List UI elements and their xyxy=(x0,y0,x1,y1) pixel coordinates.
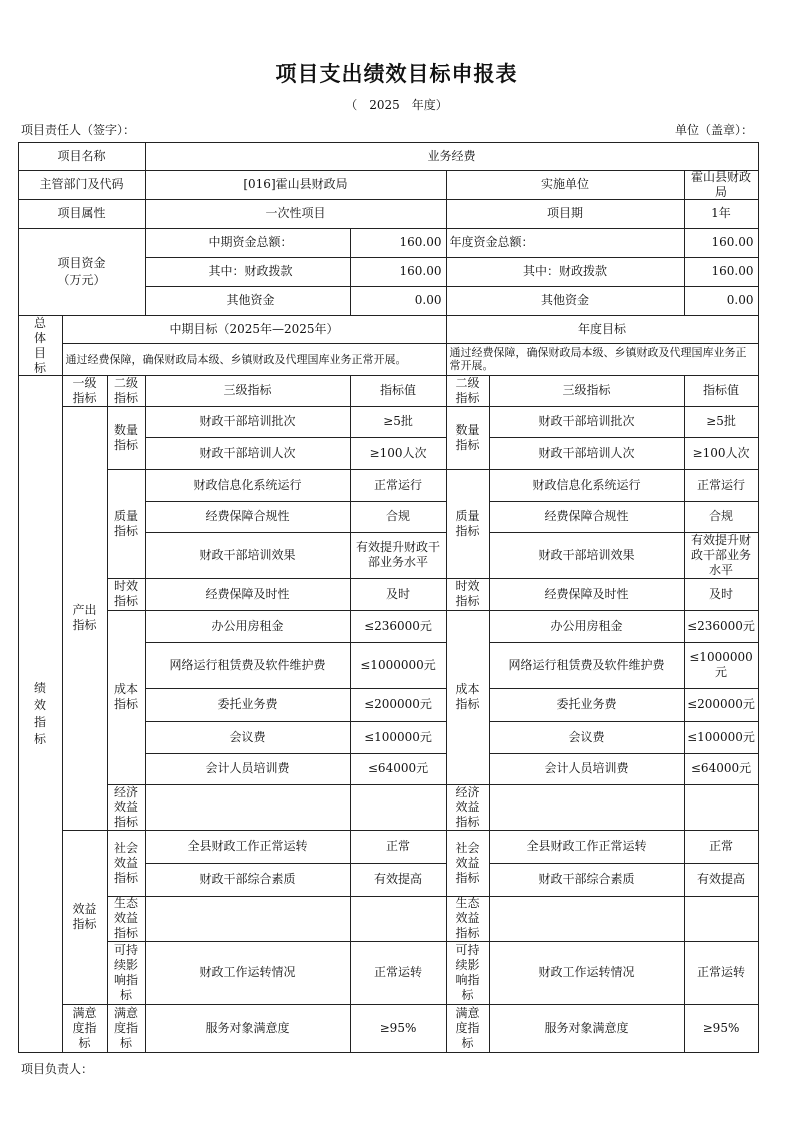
metric-value-mid: ≤1000000元 xyxy=(350,642,447,689)
category-satisfaction_l2-mid: 满意 度指 标 xyxy=(107,1004,146,1053)
metric-name-year: 财政干部综合素质 xyxy=(489,863,685,897)
project-name-value: 业务经费 xyxy=(145,142,759,171)
metric-name-year: 委托业务费 xyxy=(489,688,685,722)
metric-name-year: 财政工作运转情况 xyxy=(489,941,685,1005)
category-satisfaction_l2-year: 满意 度指 标 xyxy=(446,1004,490,1053)
form-title: 项目支出绩效目标申报表 xyxy=(275,61,518,86)
mid-total-funds-label: 中期资金总额： xyxy=(145,228,351,258)
metric-name-mid: 委托业务费 xyxy=(145,688,351,722)
metric-value-year: ≤1000000元 xyxy=(684,642,759,689)
metric-name-year: 网络运行租赁费及软件维护费 xyxy=(489,642,685,689)
project-period-label: 项目期 xyxy=(446,199,685,229)
metric-value-mid: ≤236000元 xyxy=(350,610,447,643)
metric-value-year: ≤236000元 xyxy=(684,610,759,643)
metric-name-mid: 经费保障及时性 xyxy=(145,578,351,611)
metric-value-year: 及时 xyxy=(684,578,759,611)
metric-name-year: 服务对象满意度 xyxy=(489,1004,685,1053)
metric-value-mid: 及时 xyxy=(350,578,447,611)
mid-term-goal-header: 中期目标（2025年—2025年） xyxy=(62,315,447,344)
metric-value-mid: 有效提高 xyxy=(350,863,447,897)
header-level3-mid: 三级指标 xyxy=(145,375,351,407)
metric-value-mid: 正常运行 xyxy=(350,469,447,502)
annual-goal-header: 年度目标 xyxy=(446,315,759,344)
category-quality-mid: 质量 指标 xyxy=(107,469,146,579)
project-attribute-label: 项目属性 xyxy=(18,199,146,229)
annual-goal-text: 通过经费保障，确保财政局本级、乡镇财政及代理国库业务正常开展。 xyxy=(446,343,759,376)
metric-name-mid: 财政干部培训人次 xyxy=(145,437,351,470)
project-name-label: 项目名称 xyxy=(18,142,146,171)
category-ecological-year: 生态 效益 指标 xyxy=(446,896,490,942)
metric-name-mid: 会议费 xyxy=(145,721,351,754)
metric-name-mid: 财政干部培训批次 xyxy=(145,406,351,438)
metric-value-year: ≤200000元 xyxy=(684,688,759,722)
metric-value-mid: ≥100人次 xyxy=(350,437,447,470)
metric-name-mid xyxy=(145,896,351,942)
metric-name-mid xyxy=(145,784,351,831)
metric-name-mid: 财政工作运转情况 xyxy=(145,941,351,1005)
metric-name-year: 财政干部培训人次 xyxy=(489,437,685,470)
metric-name-year: 办公用房租金 xyxy=(489,610,685,643)
metric-value-mid xyxy=(350,896,447,942)
mid-fiscal-funds-label: 其中：财政拨款 xyxy=(145,257,351,287)
metric-name-year: 财政干部培训效果 xyxy=(489,532,685,579)
metric-value-mid: ≤200000元 xyxy=(350,688,447,722)
metric-name-mid: 办公用房租金 xyxy=(145,610,351,643)
metric-value-mid: ≥5批 xyxy=(350,406,447,438)
year-total-funds-label: 年度资金总额： xyxy=(446,228,685,258)
metric-name-year: 全县财政工作正常运转 xyxy=(489,830,685,864)
header-level1: 一级 指标 xyxy=(62,375,108,407)
category-economic-year: 经济 效益 指标 xyxy=(446,784,490,831)
header-level3-year: 三级指标 xyxy=(489,375,685,407)
metric-value-year: 合规 xyxy=(684,501,759,533)
satisfaction-level1-label: 满意 度指 标 xyxy=(62,1004,108,1053)
responsible-signature-label: 项目责任人（签字）： xyxy=(21,123,136,137)
metric-name-mid: 财政信息化系统运行 xyxy=(145,469,351,502)
metric-value-mid: ≥95% xyxy=(350,1004,447,1053)
metric-name-year: 财政信息化系统运行 xyxy=(489,469,685,502)
metric-name-year: 财政干部培训批次 xyxy=(489,406,685,438)
category-sustainable-mid: 可持 续影 响指 标 xyxy=(107,941,146,1005)
benefit-metrics-label: 效益 指标 xyxy=(62,830,108,1005)
fiscal-year: （ 2025 年度） xyxy=(345,98,448,112)
header-value-year: 指标值 xyxy=(684,375,759,407)
metric-value-year: ≥100人次 xyxy=(684,437,759,470)
category-sustainable-year: 可持 续影 响指 标 xyxy=(446,941,490,1005)
mid-other-funds-label: 其他资金 xyxy=(145,286,351,316)
implementing-unit-label: 实施单位 xyxy=(446,170,685,200)
metric-name-year xyxy=(489,896,685,942)
mid-fiscal-funds-value: 160.00 xyxy=(350,257,447,287)
category-economic-mid: 经济 效益 指标 xyxy=(107,784,146,831)
header-level2-mid: 二级 指标 xyxy=(107,375,146,407)
metric-name-year: 经费保障及时性 xyxy=(489,578,685,611)
performance-metrics-label: 绩 效 指 标 xyxy=(18,375,63,1053)
metric-name-mid: 财政干部培训效果 xyxy=(145,532,351,579)
mid-term-goal-text: 通过经费保障，确保财政局本级、乡镇财政及代理国库业务正常开展。 xyxy=(62,343,447,376)
metric-value-mid: ≤100000元 xyxy=(350,721,447,754)
metric-value-year: ≥95% xyxy=(684,1004,759,1053)
metric-value-year: ≥5批 xyxy=(684,406,759,438)
category-quality-year: 质量 指标 xyxy=(446,469,490,579)
category-quantity-year: 数量 指标 xyxy=(446,406,490,470)
overall-goal-label: 总 体 目 标 xyxy=(18,315,63,376)
metric-name-year: 会议费 xyxy=(489,721,685,754)
unit-seal-label: 单位（盖章）： xyxy=(674,123,753,137)
mid-total-funds-value: 160.00 xyxy=(350,228,447,258)
year-fiscal-funds-value: 160.00 xyxy=(684,257,759,287)
year-other-funds-label: 其他资金 xyxy=(446,286,685,316)
metric-value-mid: 合规 xyxy=(350,501,447,533)
department-value: [016]霍山县财政局 xyxy=(145,170,447,200)
category-timeliness-year: 时效 指标 xyxy=(446,578,490,611)
metric-name-mid: 会计人员培训费 xyxy=(145,753,351,785)
metric-value-year: 有效提高 xyxy=(684,863,759,897)
metric-value-year xyxy=(684,896,759,942)
category-timeliness-mid: 时效 指标 xyxy=(107,578,146,611)
project-funds-label: 项目资金 （万元） xyxy=(18,228,146,316)
project-owner-label: 项目负责人： xyxy=(21,1062,94,1076)
header-level2-year: 二级 指标 xyxy=(446,375,490,407)
category-social-mid: 社会 效益 指标 xyxy=(107,830,146,897)
header-value-mid: 指标值 xyxy=(350,375,447,407)
implementing-unit-value: 霍山县财政局 xyxy=(684,170,759,200)
metric-name-mid: 全县财政工作正常运转 xyxy=(145,830,351,864)
metric-value-year: 正常运行 xyxy=(684,469,759,502)
project-period-value: 1年 xyxy=(684,199,759,229)
metric-value-mid xyxy=(350,784,447,831)
metric-name-mid: 网络运行租赁费及软件维护费 xyxy=(145,642,351,689)
metric-value-year: 有效提升财政干部业务水平 xyxy=(684,532,759,579)
category-ecological-mid: 生态 效益 指标 xyxy=(107,896,146,942)
metric-value-year: ≤64000元 xyxy=(684,753,759,785)
project-attribute-value: 一次性项目 xyxy=(145,199,447,229)
year-fiscal-funds-label: 其中：财政拨款 xyxy=(446,257,685,287)
metric-value-mid: 有效提升财政干部业务水平 xyxy=(350,532,447,579)
metric-value-year: 正常运转 xyxy=(684,941,759,1005)
category-cost-mid: 成本 指标 xyxy=(107,610,146,785)
metric-value-mid: ≤64000元 xyxy=(350,753,447,785)
department-label: 主管部门及代码 xyxy=(18,170,146,200)
metric-value-mid: 正常 xyxy=(350,830,447,864)
metric-name-mid: 经费保障合规性 xyxy=(145,501,351,533)
mid-other-funds-value: 0.00 xyxy=(350,286,447,316)
metric-name-year: 会计人员培训费 xyxy=(489,753,685,785)
output-metrics-label: 产出 指标 xyxy=(62,406,108,831)
category-social-year: 社会 效益 指标 xyxy=(446,830,490,897)
year-total-funds-value: 160.00 xyxy=(684,228,759,258)
metric-name-mid: 财政干部综合素质 xyxy=(145,863,351,897)
category-cost-year: 成本 指标 xyxy=(446,610,490,785)
metric-value-year: ≤100000元 xyxy=(684,721,759,754)
metric-name-year xyxy=(489,784,685,831)
metric-value-mid: 正常运转 xyxy=(350,941,447,1005)
category-quantity-mid: 数量 指标 xyxy=(107,406,146,470)
metric-value-year xyxy=(684,784,759,831)
year-other-funds-value: 0.00 xyxy=(684,286,759,316)
metric-name-year: 经费保障合规性 xyxy=(489,501,685,533)
metric-value-year: 正常 xyxy=(684,830,759,864)
metric-name-mid: 服务对象满意度 xyxy=(145,1004,351,1053)
